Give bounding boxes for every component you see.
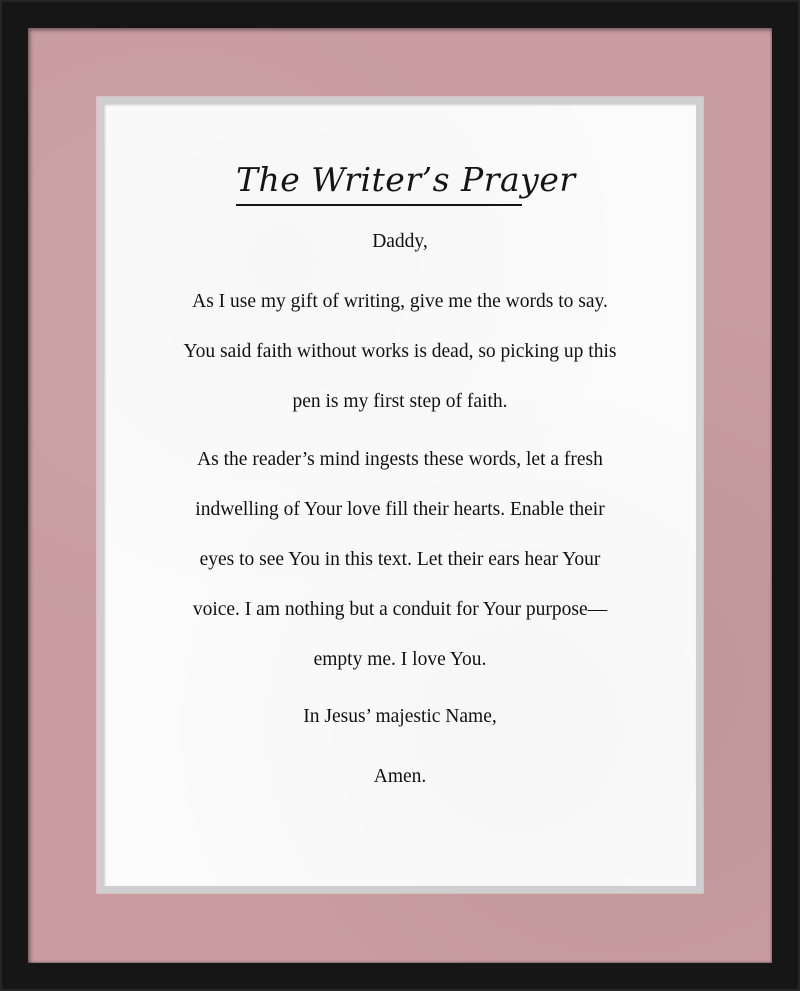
amen: Amen.	[373, 766, 427, 787]
closing-line: In Jesus’ majestic Name,	[303, 706, 497, 727]
salutation: Daddy,	[372, 231, 428, 252]
prayer-line: You said faith without works is dead, so picking up this	[183, 341, 617, 362]
prayer-line: As the reader’s mind ingests these words, let a fresh	[197, 449, 603, 470]
prayer-line: empty me. I love You.	[313, 649, 487, 670]
title-underline	[236, 204, 522, 206]
prayer-line: indwelling of Your love fill their hearts. Enable their	[195, 499, 605, 520]
prayer-line: voice. I am nothing but a conduit for Your purpose—	[192, 599, 608, 620]
prayer-line: eyes to see You in this text. Let their ears hear Your	[199, 549, 601, 570]
prayer-line: pen is my first step of faith.	[292, 391, 508, 412]
prayer-line: As I use my gift of writing, give me the words to say.	[192, 291, 608, 312]
prayer-title: The Writer’s Prayer	[236, 160, 576, 199]
